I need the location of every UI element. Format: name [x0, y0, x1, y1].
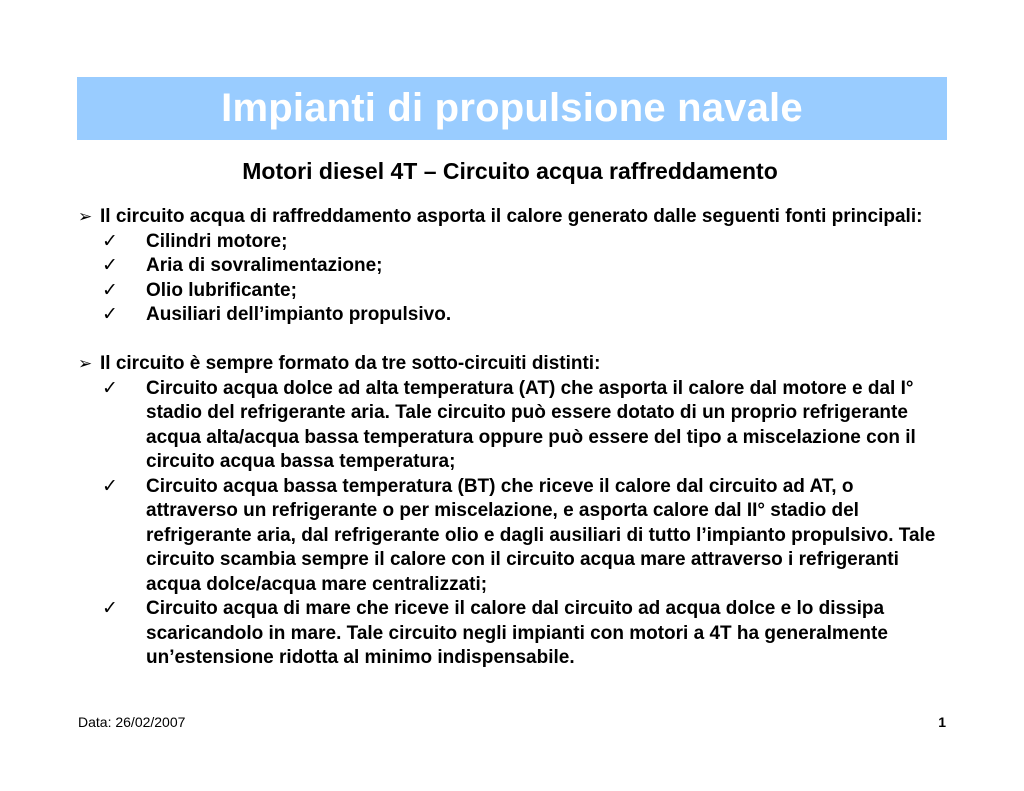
section-fonti-calore	[78, 205, 948, 328]
list-item-text: Circuito acqua dolce ad alta temperatura (AT) che asporta il calore dal motore e dal I° stadio del refrigerante aria. Tale circuito può essere dotato di un proprio refrigerante acqua alta/acqua bassa temperatura oppure può essere del tipo a miscelazione con il circuito acqua bassa temperatura;	[146, 377, 916, 472]
checkmark-icon: ✓	[102, 279, 118, 301]
list-item	[78, 377, 948, 475]
list-item	[78, 475, 948, 598]
section-text: Il circuito è sempre formato da tre sotto-circuiti distinti:	[100, 353, 601, 374]
page-title: Impianti di propulsione navale	[221, 86, 803, 130]
checkmark-icon: ✓	[102, 475, 118, 497]
slide-subtitle: Motori diesel 4T – Circuito acqua raffreddamento	[242, 158, 778, 184]
checkmark-icon: ✓	[102, 377, 118, 399]
list-item-text: Circuito acqua di mare che riceve il calore dal circuito ad acqua dolce e lo dissipa scaricandolo in mare. Tale circuito negli impianti con motori a 4T ha generalmente un’estensione ridotta al minimo indispensabile.	[146, 598, 888, 668]
list-item-text: Aria di sovralimentazione;	[146, 255, 383, 276]
list-item-text: Ausiliari dell’impianto propulsivo.	[146, 304, 452, 325]
list-item-text: Circuito acqua bassa temperatura (BT) che riceve il calore dal circuito ad AT, o attraverso un refrigerante o per miscelazione, e asporta calore dal II° stadio del refrigerante aria, dal refrigerante olio e dagli ausiliari di tutto l’impianto propulsivo. Tale circuito scambia sempre il calore con il circuito acqua mare attraverso i refrigeranti acqua dolce/acqua mare centralizzati;	[146, 475, 936, 595]
title-banner	[77, 77, 947, 140]
list-item-text: Cilindri motore;	[146, 230, 288, 252]
list-item	[78, 303, 948, 328]
checkmark-icon: ✓	[102, 255, 118, 276]
checkmark-icon: ✓	[102, 598, 118, 619]
slide-content	[78, 205, 948, 695]
footer-date: Data: 26/02/2007	[78, 714, 186, 730]
section-text: Il circuito acqua di raffreddamento asporta il calore generato dalle seguenti fonti principali:	[100, 206, 923, 227]
list-item	[78, 254, 948, 279]
page-number: 1	[938, 714, 946, 730]
list-item-text: Olio lubrificante;	[146, 279, 297, 301]
arrow-bullet-icon: ➢	[78, 207, 93, 226]
arrow-bullet-icon: ➢	[78, 354, 93, 373]
checkmark-icon: ✓	[102, 230, 118, 252]
checkmark-icon: ✓	[102, 304, 118, 325]
list-item	[78, 230, 948, 255]
list-item	[78, 279, 948, 304]
list-item	[78, 597, 948, 671]
section-sotto-circuiti	[78, 352, 948, 671]
